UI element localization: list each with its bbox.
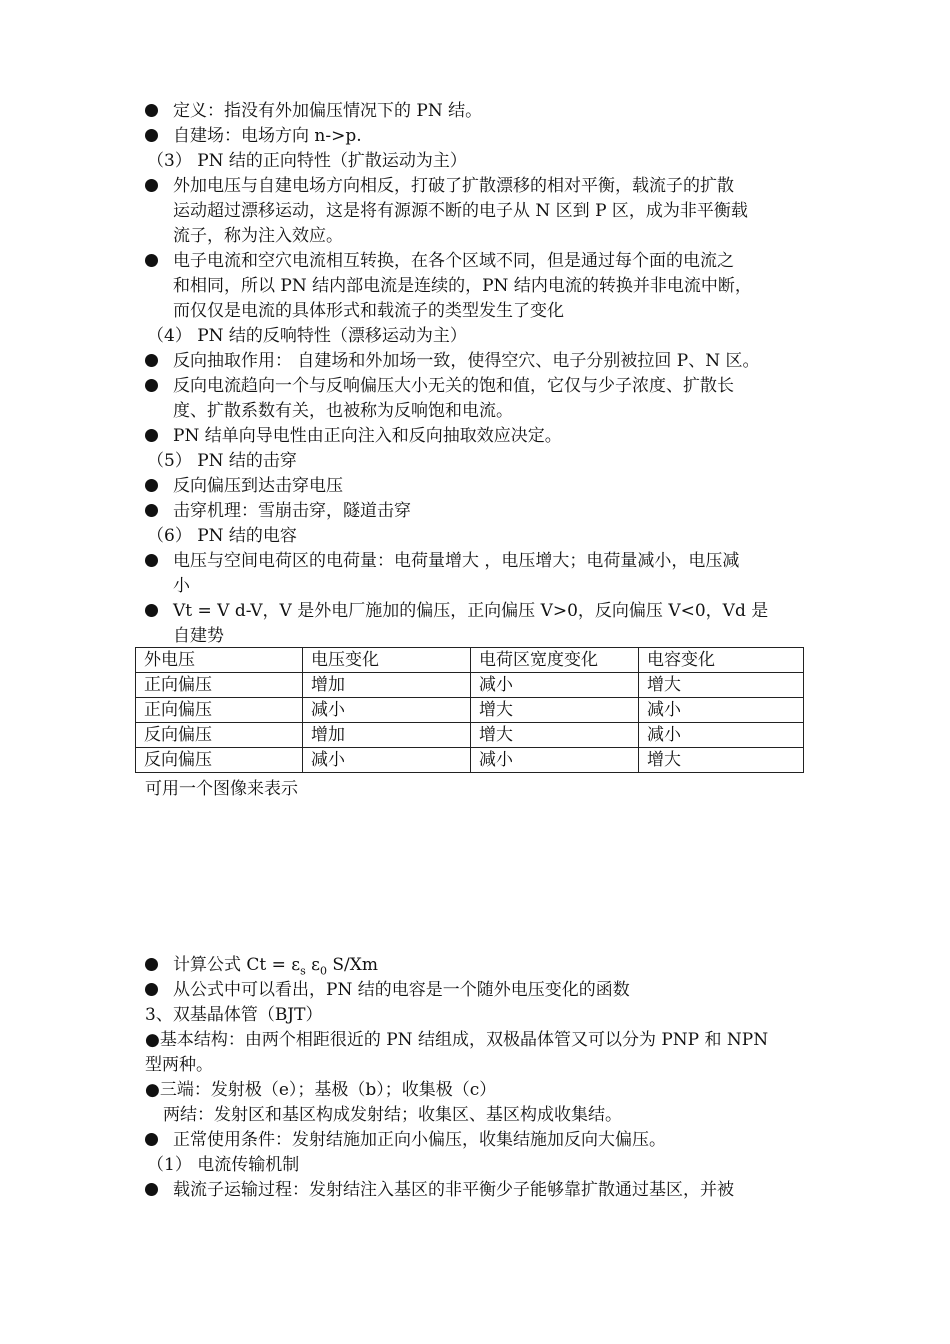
table-header-row: [136, 648, 804, 673]
formula-mid: ε: [305, 955, 320, 975]
paragraph-line: ●三端：发射极（e）；基极（b）；收集极（c）: [145, 1080, 497, 1100]
bullet-icon: [145, 549, 175, 574]
paragraph-line: 小: [173, 576, 190, 596]
figure-caption: 可用一个图像来表示: [145, 779, 298, 799]
bullet-icon: [145, 953, 175, 978]
paragraph-line: ●基本结构：由两个相距很近的 PN 结组成，双极晶体管又可以分为 PNP 和 NPN: [145, 1030, 769, 1050]
section-heading-6: （6） PN 结的电容: [147, 526, 297, 546]
formula-suffix: S/Xm: [326, 955, 378, 975]
formula-prefix: 计算公式 Ct = ε: [173, 955, 301, 975]
table-cell: 增大: [639, 673, 804, 698]
bullet-icon: [145, 349, 175, 374]
section-heading-bjt: 3、双基晶体管（BJT）: [145, 1005, 323, 1025]
paragraph-line: 运动超过漂移运动，这是将有源源不断的电子从 N 区到 P 区，成为非平衡载: [173, 201, 748, 221]
table-cell: 增大: [471, 723, 639, 748]
section-heading-5: （5） PN 结的击穿: [147, 451, 297, 471]
table-cell: 减小: [639, 698, 804, 723]
table-cell: 减小: [639, 723, 804, 748]
section-heading-4: （4） PN 结的反响特性（漂移运动为主）: [147, 326, 467, 346]
formula-subscript: 0: [319, 964, 327, 978]
bullet-icon: [145, 978, 175, 1003]
table-header-cell: 电荷区宽度变化: [471, 648, 639, 673]
table-cell: 增大: [639, 748, 804, 773]
table-row: [136, 698, 804, 723]
paragraph-line: 流子，称为注入效应。: [173, 226, 343, 246]
table-cell: 减小: [303, 698, 471, 723]
bullet-icon: [145, 249, 175, 274]
table-header-cell: 电容变化: [639, 648, 804, 673]
paragraph-line: 载流子运输过程：发射结注入基区的非平衡少子能够靠扩散通过基区，并被: [173, 1180, 734, 1200]
table-header-cell: 外电压: [136, 648, 303, 673]
table-cell: 增大: [471, 698, 639, 723]
table-header-cell: 电压变化: [303, 648, 471, 673]
section-heading-current: （1） 电流传输机制: [147, 1155, 300, 1175]
paragraph-line: 反向电流趋向一个与反响偏压大小无关的饱和值，它仅与少子浓度、扩散长: [173, 376, 734, 396]
paragraph-line: 电子电流和空穴电流相互转换，在各个区域不同，但是通过每个面的电流之: [173, 251, 734, 271]
table-cell: 减小: [303, 748, 471, 773]
paragraph-line: 自建势: [173, 626, 224, 646]
paragraph-line: 型两种。: [145, 1055, 213, 1075]
paragraph-line: 外加电压与自建电场方向相反，打破了扩散漂移的相对平衡，载流子的扩散: [173, 176, 734, 196]
bullet-icon: [145, 124, 175, 149]
table-cell: 减小: [471, 673, 639, 698]
bullet-icon: [145, 374, 175, 399]
bullet-icon: [145, 174, 175, 199]
bullet-icon: [145, 499, 175, 524]
table-row: [136, 673, 804, 698]
bullet-icon: [145, 599, 175, 624]
paragraph-line: 反向偏压到达击穿电压: [173, 476, 343, 496]
bullet-icon: [145, 1178, 175, 1203]
paragraph-line: 两结：发射区和基区构成发射结；收集区、基区构成收集结。: [163, 1105, 622, 1125]
definition-line: 定义：指没有外加偏压情况下的 PN 结。: [173, 101, 483, 121]
paragraph-line: 反向抽取作用： 自建场和外加场一致，使得空穴、电子分别被拉回 P、N 区。: [173, 351, 760, 371]
paragraph-line: 击穿机理：雪崩击穿，隧道击穿: [173, 501, 411, 521]
table-cell: 正向偏压: [136, 698, 303, 723]
formula-subscript: s: [300, 964, 306, 978]
paragraph-line: 正常使用条件：发射结施加正向小偏压，收集结施加反向大偏压。: [173, 1130, 666, 1150]
table-cell: 反向偏压: [136, 723, 303, 748]
table-cell: 增加: [303, 723, 471, 748]
paragraph-line: 从公式中可以看出，PN 结的电容是一个随外电压变化的函数: [173, 980, 630, 1000]
section-heading-3: （3） PN 结的正向特性（扩散运动为主）: [147, 151, 467, 171]
table-cell: 正向偏压: [136, 673, 303, 698]
self-field-line: 自建场：电场方向 n->p.: [173, 126, 362, 146]
paragraph-line: 而仅仅是电流的具体形式和载流子的类型发生了变化: [173, 301, 564, 321]
bullet-icon: [145, 99, 175, 124]
paragraph-line: Vt = V d-V，V 是外电厂施加的偏压，正向偏压 V>0，反向偏压 V<0，Vd 是: [173, 601, 769, 621]
paragraph-line: 度、扩散系数有关，也被称为反响饱和电流。: [173, 401, 513, 421]
paragraph-line: PN 结单向导电性由正向注入和反向抽取效应决定。: [173, 426, 562, 446]
table-cell: 减小: [471, 748, 639, 773]
table-row: [136, 748, 804, 773]
bullet-icon: [145, 1128, 175, 1153]
table-cell: 增加: [303, 673, 471, 698]
bullet-icon: [145, 474, 175, 499]
table-cell: 反向偏压: [136, 748, 303, 773]
capacitance-table: [135, 647, 804, 773]
table-row: [136, 723, 804, 748]
paragraph-line: 和相同，所以 PN 结内部电流是连续的，PN 结内电流的转换并非电流中断，: [173, 276, 752, 296]
bullet-icon: [145, 424, 175, 449]
paragraph-line: 电压与空间电荷区的电荷量：电荷量增大 ，电压增大；电荷量减小，电压减: [173, 551, 740, 571]
